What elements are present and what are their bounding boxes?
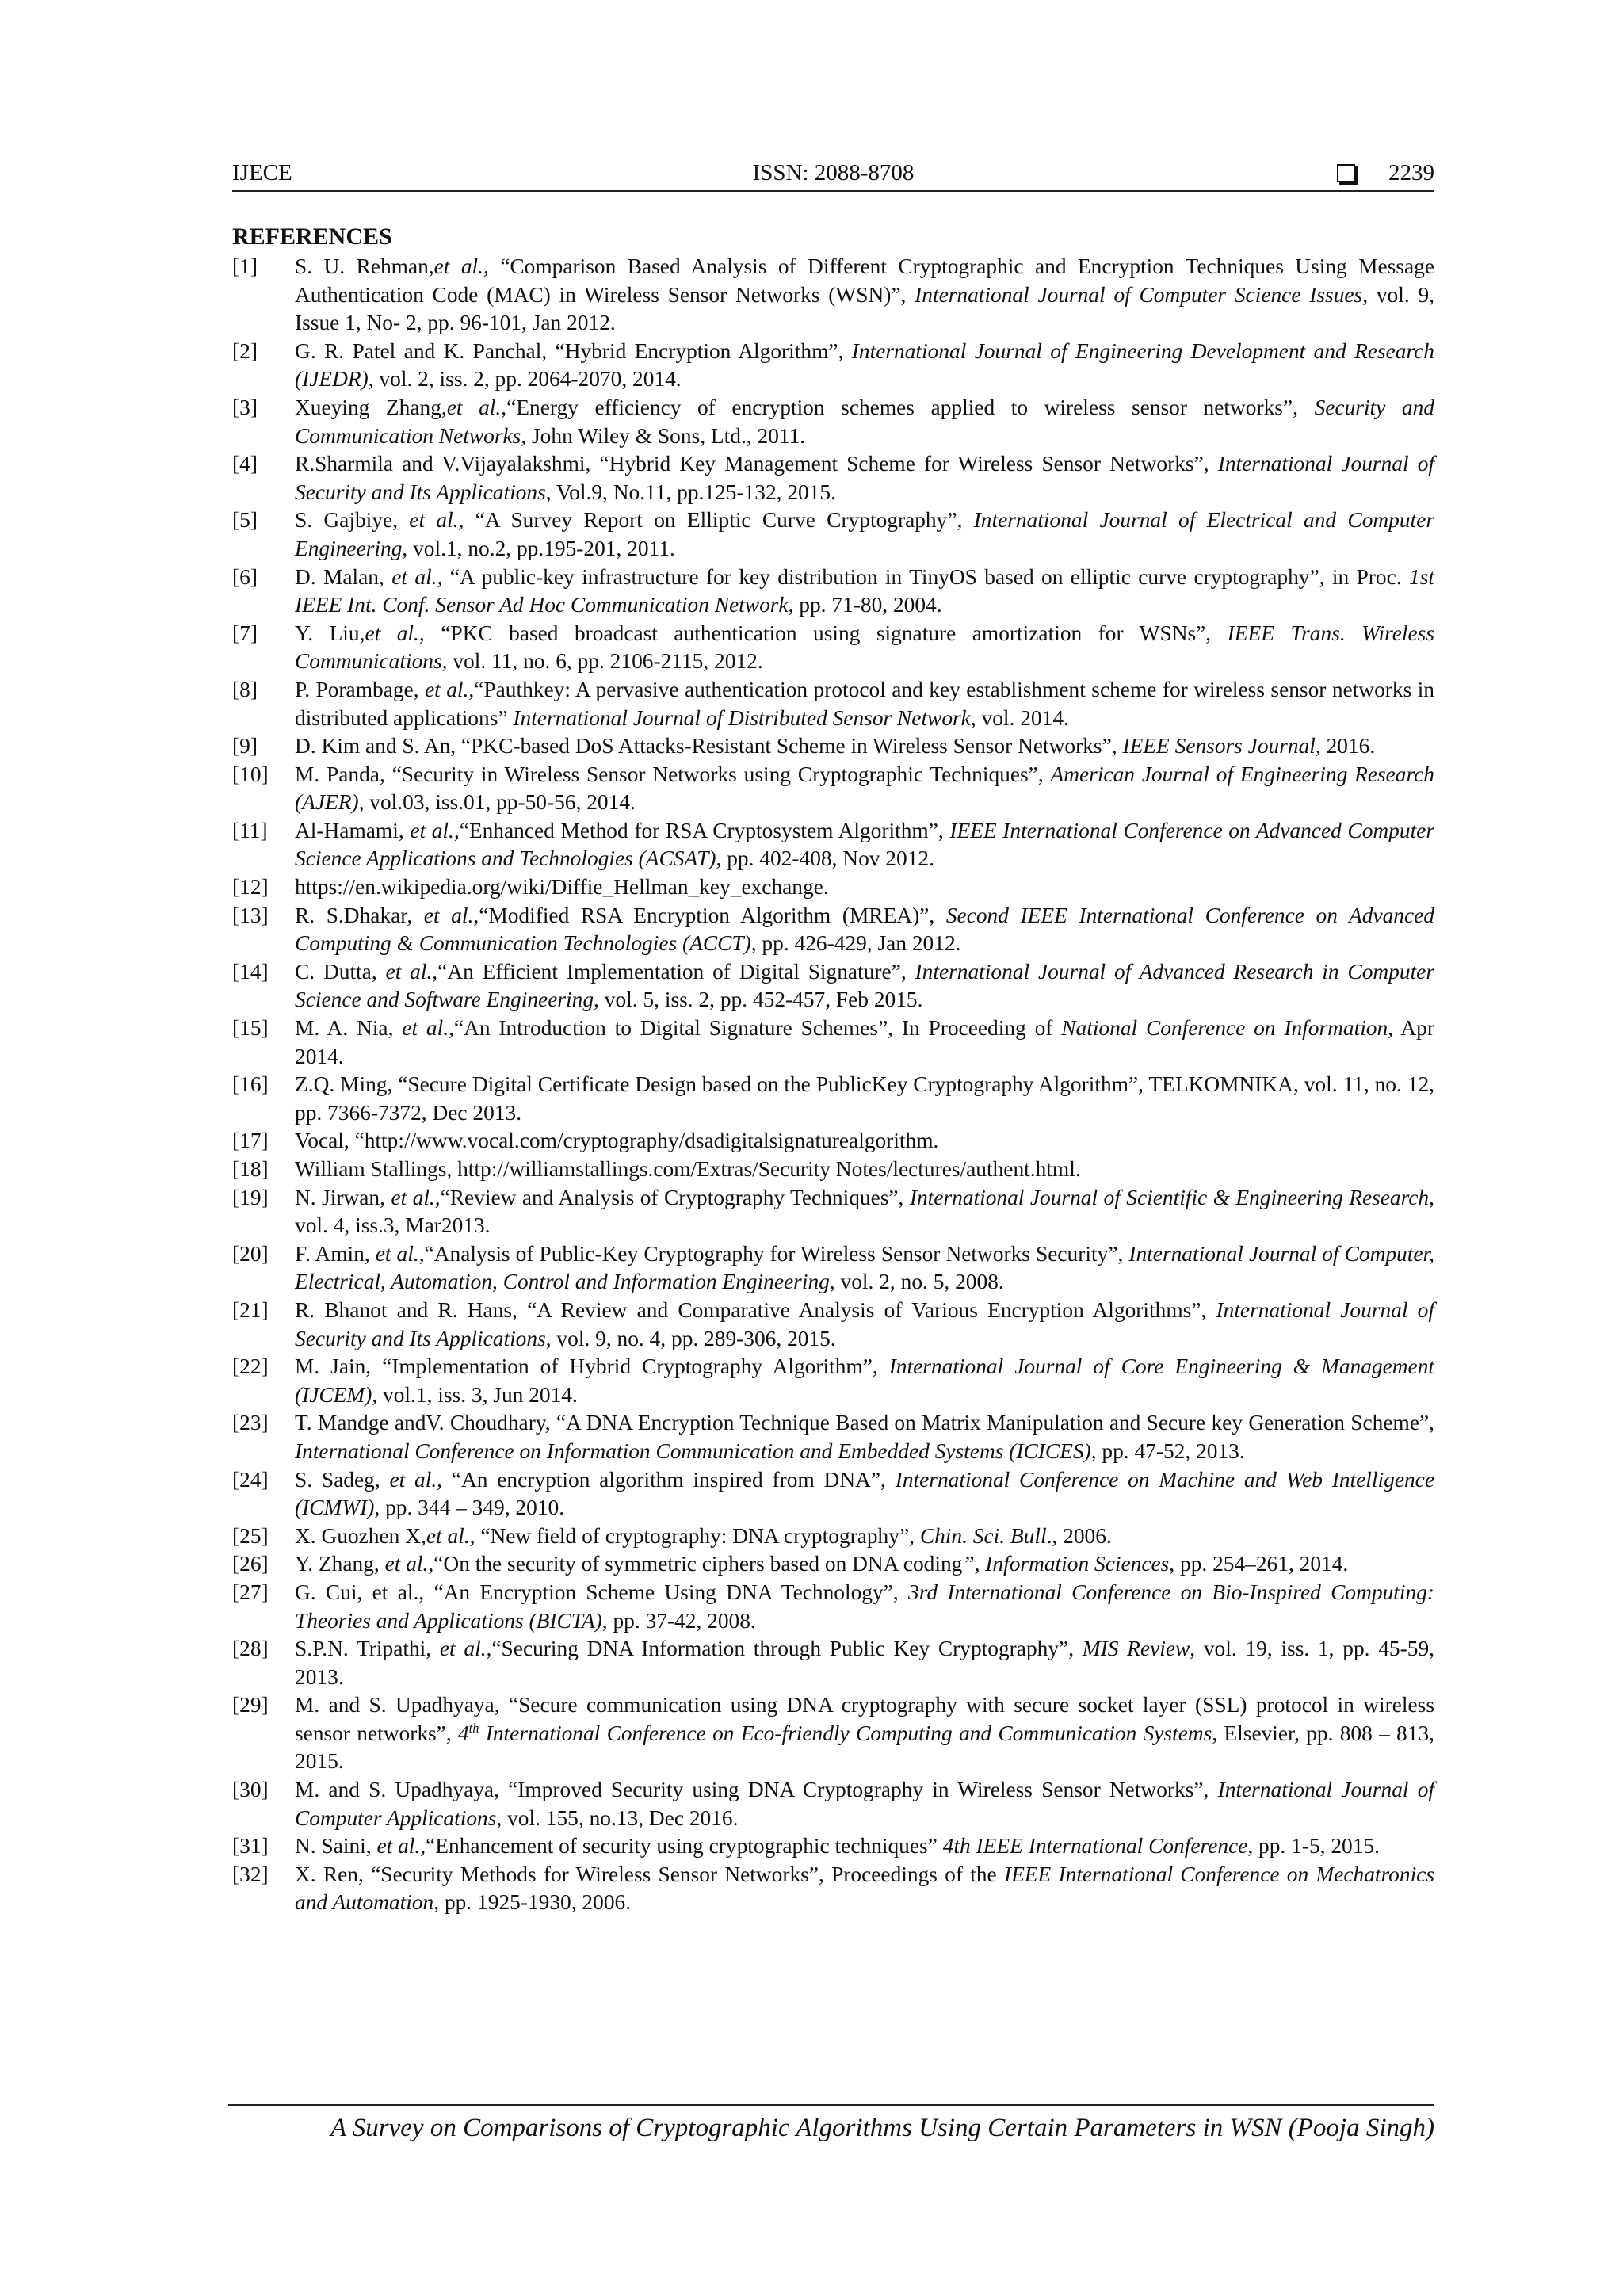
reference-number: [5] — [232, 508, 258, 533]
reference-text — [295, 1127, 1434, 1156]
reference-italic-segment: et al., — [365, 621, 425, 645]
reference-item — [232, 450, 1434, 506]
reference-item — [232, 1522, 1434, 1551]
reference-segment: , vol. 5, iss. 2, pp. 452-457, Feb 2015. — [594, 988, 923, 1012]
reference-number: [20] — [232, 1241, 269, 1266]
reference-italic-segment: et al., — [425, 677, 475, 701]
reference-item — [232, 1184, 1434, 1240]
reference-segment: R.Sharmila and V.Vijayalakshmi, “Hybrid Key Management Scheme for Wireless Sensor Networks”, — [295, 452, 1218, 476]
page-number: 2239 — [1388, 160, 1434, 185]
reference-text — [295, 1832, 1434, 1861]
reference-italic-segment: 1st IEEE Int. Conf. Sensor Ad Hoc Communication Network — [295, 564, 1434, 617]
reference-item — [232, 563, 1434, 620]
reference-segment: “PKC based broadcast authentication using signature amortization for WSNs”, — [424, 621, 1228, 645]
reference-number: [29] — [232, 1693, 269, 1717]
reference-italic-segment: International Journal of Electrical and Computer Engineering — [295, 508, 1434, 560]
reference-text — [295, 1071, 1434, 1127]
reference-segment: 2016. — [1320, 734, 1376, 758]
reference-segment: “Modified RSA Encryption Algorithm (MREA)”, — [479, 903, 946, 927]
reference-italic-segment: International Journal of Core Engineering & Management (IJCEM), — [295, 1354, 1434, 1407]
reference-segment: , Elsevier, pp. 808 – 813, 2015. — [295, 1721, 1434, 1774]
reference-italic-segment: American Journal of Engineering Research (AJER) — [295, 762, 1434, 815]
reference-italic-segment: MIS Review — [1082, 1637, 1190, 1661]
reference-text — [295, 1861, 1434, 1917]
reference-segment: M. and S. Upadhyaya, “Improved Security using DNA Cryptography in Wireless Sensor Networks”, — [295, 1778, 1218, 1802]
reference-italic-segment: IEEE International Conference on Mechatronics and Automation — [295, 1862, 1434, 1915]
reference-segment: S. U. Rehman, — [295, 254, 434, 278]
square-box-icon — [1337, 164, 1355, 182]
reference-italic-segment: et al., — [391, 1185, 441, 1209]
reference-number: [31] — [232, 1834, 269, 1859]
reference-text — [295, 1014, 1434, 1071]
reference-item — [232, 902, 1434, 958]
reference-text — [295, 394, 1434, 450]
reference-italic-segment: International Journal of Advanced Research in Computer Science and Software Engineering — [295, 959, 1434, 1012]
reference-text — [295, 1184, 1434, 1240]
reference-segment: , pp. 402-408, Nov 2012. — [716, 846, 934, 871]
reference-number: [3] — [232, 395, 258, 419]
reference-segment: “Review and Analysis of Cryptography Techniques”, — [440, 1185, 910, 1209]
reference-item — [232, 1691, 1434, 1776]
reference-segment: Y. Zhang, — [295, 1552, 385, 1576]
reference-item — [232, 1127, 1434, 1156]
reference-text — [295, 1550, 1434, 1579]
reference-italic-segment: et al., — [423, 903, 479, 927]
reference-item — [232, 253, 1434, 338]
reference-text — [295, 506, 1434, 563]
reference-italic-segment: IEEE International Conference on Advanced Computer Science Applications and Technologies (ACSAT) — [295, 818, 1434, 871]
reference-number: [7] — [232, 621, 258, 645]
reference-segment: , vol. 9, no. 4, pp. 289-306, 2015. — [545, 1326, 836, 1350]
reference-segment: S. Gajbiye, — [295, 508, 410, 533]
reference-italic-segment: International Journal of Computer Science Issues — [915, 282, 1363, 307]
reference-segment: D. Kim and S. An, “PKC-based DoS Attacks-Resistant Scheme in Wireless Sensor Networks”, — [295, 734, 1123, 758]
reference-segment: , vol. 9, Issue 1, No- 2, pp. 96-101, Jan 2012. — [295, 282, 1435, 335]
reference-list — [232, 253, 1434, 1917]
reference-segment: , pp. 1-5, 2015. — [1247, 1834, 1380, 1859]
reference-text — [295, 761, 1434, 817]
reference-segment: “On the security of symmetric ciphers based on DNA coding — [433, 1552, 963, 1576]
reference-segment: “Energy efficiency of encryption schemes applied to wireless sensor networks”, — [506, 395, 1315, 419]
reference-segment: , vol. 2, no. 5, 2008. — [829, 1270, 1004, 1294]
reference-item — [232, 1861, 1434, 1917]
reference-segment: , Vol.9, No.11, pp.125-132, 2015. — [545, 479, 836, 504]
reference-segment: , Apr 2014. — [295, 1016, 1434, 1068]
reference-italic-segment: International Journal of Security and Its Applications — [295, 452, 1434, 504]
reference-italic-segment: et al., — [439, 1637, 492, 1661]
journal-name: IJECE — [232, 160, 292, 185]
reference-segment: “New field of cryptography: DNA cryptography”, — [475, 1523, 920, 1548]
reference-text — [295, 732, 1434, 761]
reference-segment: , pp. 426-429, Jan 2012. — [750, 931, 961, 956]
reference-italic-segment: International Journal of Security and Its Applications — [295, 1297, 1434, 1350]
reference-segment: pp. 47-52, 2013. — [1096, 1438, 1245, 1463]
reference-item — [232, 873, 1434, 902]
reference-item — [232, 817, 1434, 873]
reference-text — [295, 1579, 1434, 1635]
reference-italic-segment: National Conference on Information — [1061, 1016, 1388, 1041]
reference-segment: Z.Q. Ming, “Secure Digital Certificate Design based on the PublicKey Cryptography Algorithm”, TELKOMNIKA, vol. 11, no. 12, pp. 7366-7372, Dec 2013. — [295, 1072, 1434, 1125]
reference-number: [1] — [232, 254, 258, 278]
reference-number: [22] — [232, 1354, 269, 1379]
page-number-group — [1337, 155, 1434, 190]
reference-segment: D. Malan, — [295, 564, 392, 589]
reference-item — [232, 620, 1434, 676]
reference-item — [232, 732, 1434, 761]
reference-italic-segment: et al., — [426, 1523, 475, 1548]
reference-number: [12] — [232, 875, 269, 900]
reference-segment: William Stallings, http://williamstallings.com/Extras/Security Notes/lectures/authent.html. — [295, 1157, 1081, 1181]
reference-italic-segment: et al., — [402, 1016, 454, 1041]
reference-segment: “An Introduction to Digital Signature Schemes”, In Proceeding of — [453, 1016, 1062, 1041]
reference-segment: T. Mandge andV. Choudhary, “A DNA Encryption Technique Based on Matrix Manipulation and Secure key Generation Scheme”, — [295, 1411, 1434, 1435]
reference-segment: “Enhancement of security using cryptographic techniques” — [426, 1834, 943, 1859]
reference-text — [295, 563, 1434, 620]
reference-segment: “Comparison Based Analysis of Different Cryptographic and Encryption Techniques Using Message Authentication Code (MAC) in Wireless Sensor Networks (WSN)”, — [295, 254, 1434, 307]
reference-italic-segment: 3rd International Conference on Bio-Inspired Computing: Theories and Applications (BICTA) — [295, 1580, 1434, 1633]
reference-segment: S. Sadeg, — [295, 1467, 390, 1492]
reference-text — [295, 1635, 1434, 1691]
reference-segment: , pp. 37-42, 2008. — [601, 1608, 756, 1633]
running-title: A Survey on Comparisons of Cryptographic Algorithms Using Certain Parameters in WSN (Pooja Singh) — [330, 2114, 1434, 2142]
reference-segment: “A public-key infrastructure for key distribution in TinyOS based on elliptic curve cryptography”, in Proc. — [442, 564, 1410, 589]
reference-text — [295, 253, 1434, 338]
reference-segment: , vol. 2014. — [970, 705, 1069, 730]
reference-number: [26] — [232, 1552, 269, 1576]
reference-number: [8] — [232, 677, 258, 701]
reference-italic-segment: Security and Communication Networks — [295, 395, 1434, 448]
reference-text — [295, 873, 1434, 902]
reference-segment: , vol.03, iss.01, pp-50-56, 2014. — [358, 790, 636, 815]
reference-number: [23] — [232, 1411, 269, 1435]
reference-segment: M. A. Nia, — [295, 1016, 403, 1041]
reference-number: [4] — [232, 452, 258, 476]
reference-segment: , pp. 344 – 349, 2010. — [374, 1496, 565, 1520]
reference-italic-segment: et al., — [409, 508, 464, 533]
reference-italic-segment: International Journal of Scientific & Engineering Research — [909, 1185, 1430, 1209]
reference-segment: X. Ren, “Security Methods for Wireless Sensor Networks”, Proceedings of the — [295, 1862, 1004, 1886]
reference-segment: https://en.wikipedia.org/wiki/Diffie_Hellman_key_exchange. — [295, 875, 829, 900]
reference-segment: “Enhanced Method for RSA Cryptosystem Algorithm”, — [459, 818, 950, 842]
reference-italic-segment: Second IEEE International Conference on Advanced Computing & Communication Technologies (ACCT) — [295, 903, 1434, 956]
reference-segment: P. Porambage, — [295, 677, 425, 701]
reference-segment: vol. 11, no. 6, pp. 2106-2115, 2012. — [447, 649, 763, 674]
reference-segment: M. Panda, “Security in Wireless Sensor Networks using Cryptographic Techniques”, — [295, 762, 1051, 786]
reference-text — [295, 817, 1434, 873]
reference-italic-segment: ”, Information Sciences — [962, 1552, 1170, 1576]
reference-segment: F. Amin, — [295, 1241, 376, 1266]
reference-number: [11] — [232, 818, 268, 842]
reference-number: [24] — [232, 1467, 269, 1492]
reference-segment: G. R. Patel and K. Panchal, “Hybrid Encryption Algorithm”, — [295, 338, 852, 363]
reference-segment: , pp. 1925-1930, 2006. — [433, 1890, 632, 1915]
reference-item — [232, 338, 1434, 394]
reference-item — [232, 1014, 1434, 1071]
reference-item — [232, 1776, 1434, 1832]
reference-italic-segment: IEEE Trans. Wireless Communications, — [295, 621, 1434, 674]
reference-italic-segment: Chin. Sci. Bull — [919, 1523, 1047, 1548]
reference-segment: “Securing DNA Information through Public Key Cryptography”, — [491, 1637, 1083, 1661]
reference-text — [295, 1466, 1434, 1522]
reference-number: [13] — [232, 903, 269, 927]
reference-italic-segment: et al., — [410, 818, 460, 842]
reference-italic-segment: et al., — [433, 254, 489, 278]
reference-item — [232, 1297, 1434, 1353]
reference-segment: Xueying Zhang, — [295, 395, 447, 419]
reference-italic-segment: et al., — [375, 1241, 425, 1266]
reference-segment: , vol.1, no.2, pp.195-201, 2011. — [402, 536, 675, 560]
reference-text — [295, 1353, 1434, 1409]
reference-italic-segment: International Conference on Machine and Web Intelligence (ICMWI) — [295, 1467, 1434, 1520]
reference-number: [10] — [232, 762, 269, 786]
reference-text — [295, 620, 1434, 676]
reference-italic-segment: et al., — [376, 1834, 426, 1859]
reference-segment: vol.1, iss. 3, Jun 2014. — [377, 1382, 578, 1407]
reference-text — [295, 450, 1434, 506]
reference-text — [295, 958, 1434, 1014]
reference-italic-segment: et al., — [391, 564, 443, 589]
reference-text — [295, 1691, 1434, 1776]
reference-text — [295, 338, 1434, 394]
reference-number: [27] — [232, 1580, 269, 1604]
reference-number: [2] — [232, 338, 258, 363]
reference-number: [28] — [232, 1637, 269, 1661]
reference-item — [232, 761, 1434, 817]
reference-number: [19] — [232, 1185, 269, 1209]
reference-item — [232, 1579, 1434, 1635]
reference-text — [295, 1156, 1434, 1184]
section-title: REFERENCES — [232, 223, 392, 250]
reference-italic-segment: International Journal of Computer, Electrical, Automation, Control and Information Engineering — [295, 1241, 1434, 1294]
reference-number: [16] — [232, 1072, 269, 1097]
reference-italic-segment: International Conference on Eco-friendly Computing and Communication Systems — [479, 1721, 1212, 1745]
reference-number: [18] — [232, 1157, 269, 1181]
reference-segment: C. Dutta, — [295, 959, 386, 984]
reference-segment: , vol. 4, iss.3, Mar2013. — [295, 1185, 1434, 1238]
reference-segment: , vol. 155, no.13, Dec 2016. — [496, 1805, 739, 1830]
reference-text — [295, 676, 1434, 732]
reference-italic-segment: International Journal of Engineering Development and Research (IJEDR) — [295, 338, 1435, 392]
reference-italic-segment: IEEE Sensors Journal, — [1122, 734, 1321, 758]
reference-number: [9] — [232, 734, 258, 758]
reference-item — [232, 1466, 1434, 1522]
reference-segment: , pp. 254–261, 2014. — [1169, 1552, 1349, 1576]
reference-item — [232, 1240, 1434, 1297]
reference-italic-segment: et al., — [385, 959, 438, 984]
reference-segment: Y. Liu, — [295, 621, 365, 645]
reference-number: [15] — [232, 1016, 269, 1041]
reference-text — [295, 1409, 1434, 1465]
reference-segment: , vol. 2, iss. 2, pp. 2064-2070, 2014. — [368, 367, 682, 392]
reference-number: [32] — [232, 1862, 269, 1886]
reference-segment: “An Efficient Implementation of Digital Signature”, — [437, 959, 915, 984]
reference-segment: M. Jain, “Implementation of Hybrid Cryptography Algorithm”, — [295, 1354, 889, 1379]
reference-text — [295, 1240, 1434, 1297]
reference-text — [295, 902, 1434, 958]
reference-italic-segment: International Journal of Computer Applications — [295, 1778, 1434, 1830]
reference-item — [232, 394, 1434, 450]
reference-italic-segment: th — [468, 1720, 479, 1736]
reference-text — [295, 1776, 1434, 1832]
reference-item — [232, 1156, 1434, 1184]
reference-segment: M. and S. Upadhyaya, “Secure communication using DNA cryptography with secure socket layer (SSL) protocol in wireless sensor networks”, — [295, 1693, 1434, 1745]
reference-number: [14] — [232, 959, 269, 984]
reference-italic-segment: et al., — [384, 1552, 434, 1576]
reference-item — [232, 1353, 1434, 1409]
reference-italic-segment: et al., — [389, 1467, 443, 1492]
reference-text — [295, 1297, 1434, 1353]
reference-number: [25] — [232, 1523, 269, 1548]
reference-segment: S.P.N. Tripathi, — [295, 1637, 440, 1661]
reference-segment: N. Jirwan, — [295, 1185, 391, 1209]
reference-segment: , pp. 71-80, 2004. — [788, 593, 942, 617]
reference-segment: “An encryption algorithm inspired from DNA”, — [442, 1467, 896, 1492]
reference-segment: Al-Hamami, — [295, 818, 411, 842]
reference-text — [295, 1522, 1434, 1551]
reference-segment: N. Saini, — [295, 1834, 377, 1859]
reference-item — [232, 1550, 1434, 1579]
reference-segment: ., 2006. — [1046, 1523, 1112, 1548]
reference-italic-segment: 4th IEEE International Conference — [942, 1834, 1248, 1859]
reference-item — [232, 1635, 1434, 1691]
reference-segment: G. Cui, et al., “An Encryption Scheme Using DNA Technology”, — [295, 1580, 908, 1604]
reference-item — [232, 958, 1434, 1014]
reference-number: [17] — [232, 1129, 269, 1153]
reference-segment: , John Wiley & Sons, Ltd., 2011. — [521, 423, 806, 448]
reference-number: [30] — [232, 1778, 269, 1802]
reference-italic-segment: International Conference on Information Communication and Embedded Systems (ICICES), — [295, 1438, 1097, 1463]
reference-italic-segment: et al., — [446, 395, 507, 419]
reference-item — [232, 1409, 1434, 1465]
reference-segment: “Pauthkey: A pervasive authentication protocol and key establishment scheme for wireless sensor networks in distributed applications” — [295, 677, 1435, 730]
reference-segment: , vol. 19, iss. 1, pp. 45-59, 2013. — [295, 1637, 1434, 1689]
reference-segment: “A Survey Report on Elliptic Curve Cryptography”, — [464, 508, 974, 533]
page-footer — [228, 2104, 1434, 2145]
reference-segment: R. S.Dhakar, — [295, 903, 424, 927]
reference-number: [21] — [232, 1297, 269, 1322]
reference-italic-segment: 4 — [457, 1721, 469, 1745]
reference-segment: Vocal, “http://www.vocal.com/cryptography/dsadigitalsignaturealgorithm. — [295, 1129, 939, 1153]
reference-item — [232, 1071, 1434, 1127]
reference-item — [232, 1832, 1434, 1861]
reference-segment: R. Bhanot and R. Hans, “A Review and Comparative Analysis of Various Encryption Algorithms”, — [295, 1297, 1216, 1322]
reference-segment: X. Guozhen X, — [295, 1523, 426, 1548]
reference-segment: “Analysis of Public-Key Cryptography for Wireless Sensor Networks Security”, — [424, 1241, 1129, 1266]
reference-italic-segment: International Journal of Distributed Sensor Network — [513, 705, 971, 730]
page-header — [232, 155, 1434, 192]
issn: ISSN: 2088-8708 — [752, 160, 915, 185]
reference-number: [6] — [232, 564, 258, 589]
reference-item — [232, 676, 1434, 732]
reference-item — [232, 506, 1434, 563]
